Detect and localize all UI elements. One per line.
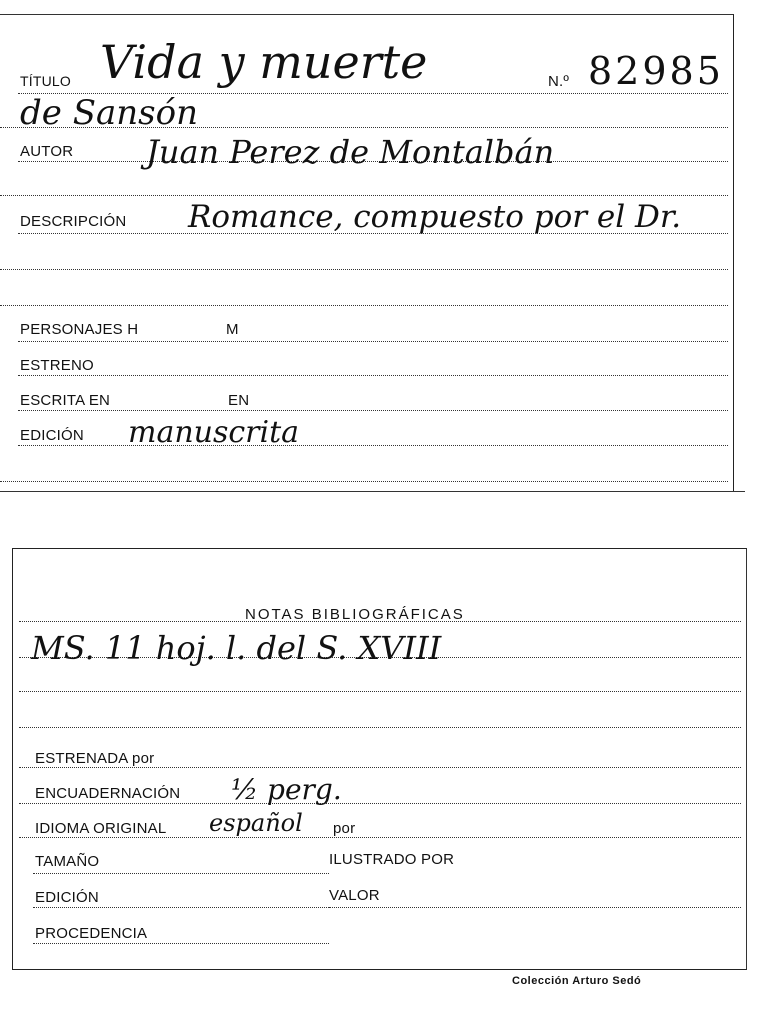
- rule-line: [19, 727, 741, 728]
- titulo-value: Vida y muerte: [100, 35, 428, 89]
- rule-line: [33, 907, 329, 908]
- rule-line: [33, 873, 329, 874]
- edicion-value: manuscrita: [128, 415, 300, 450]
- descripcion-label: DESCRIPCIÓN: [20, 213, 127, 230]
- numero-label: N.º: [548, 73, 570, 90]
- encuadernacion-value: ½ perg.: [231, 773, 342, 806]
- personajes-label: PERSONAJES H: [20, 321, 139, 338]
- rule-line: [18, 445, 728, 446]
- rule-line: [19, 767, 741, 768]
- escrita-label: ESCRITA EN: [20, 392, 111, 409]
- rule-line: [0, 481, 728, 482]
- rule-line: [19, 803, 741, 804]
- autor-value: Juan Perez de Montalbán: [146, 133, 555, 171]
- edicion-label: EDICIÓN: [35, 889, 99, 906]
- procedencia-label: PROCEDENCIA: [35, 925, 148, 942]
- rule-line: [329, 907, 741, 908]
- estrenada-label: ESTRENADA por: [35, 750, 155, 767]
- rule-line: [0, 305, 728, 306]
- valor-label: VALOR: [329, 887, 380, 904]
- encuadernacion-label: ENCUADERNACIÓN: [35, 785, 181, 802]
- ilustrado-label: ILUSTRADO POR: [329, 851, 455, 868]
- idioma-por-label: por: [333, 820, 356, 837]
- personajes-m-label: M: [226, 321, 239, 338]
- card-edge-line: [0, 491, 745, 492]
- rule-line: [19, 691, 741, 692]
- titulo-value-continued: de Sansón: [20, 93, 198, 133]
- rule-line: [18, 341, 728, 342]
- rule-line: [33, 943, 329, 944]
- rule-line: [0, 269, 728, 270]
- autor-label: AUTOR: [20, 143, 74, 160]
- edicion-label: EDICIÓN: [20, 427, 84, 444]
- rule-line: [19, 837, 741, 838]
- catalog-card-back: [12, 548, 747, 970]
- catalog-card-front: [0, 14, 734, 492]
- rule-line: [0, 195, 728, 196]
- numero-value: 82985: [588, 49, 724, 93]
- estreno-label: ESTRENO: [20, 357, 94, 374]
- rule-line: [18, 375, 728, 376]
- tamano-label: TAMAÑO: [35, 853, 100, 870]
- notas-value: MS. 11 hoj. l. del S. XVIII: [31, 629, 442, 667]
- notas-heading: NOTAS BIBLIOGRÁFICAS: [245, 606, 465, 623]
- rule-line: [18, 410, 728, 411]
- idioma-label: IDIOMA ORIGINAL: [35, 820, 167, 837]
- escrita-en-label: EN: [228, 392, 250, 409]
- descripcion-value: Romance, compuesto por el Dr.: [188, 199, 682, 235]
- coleccion-imprint: Colección Arturo Sedó: [512, 975, 642, 987]
- titulo-label: TÍTULO: [20, 73, 71, 89]
- idioma-value: español: [209, 809, 303, 837]
